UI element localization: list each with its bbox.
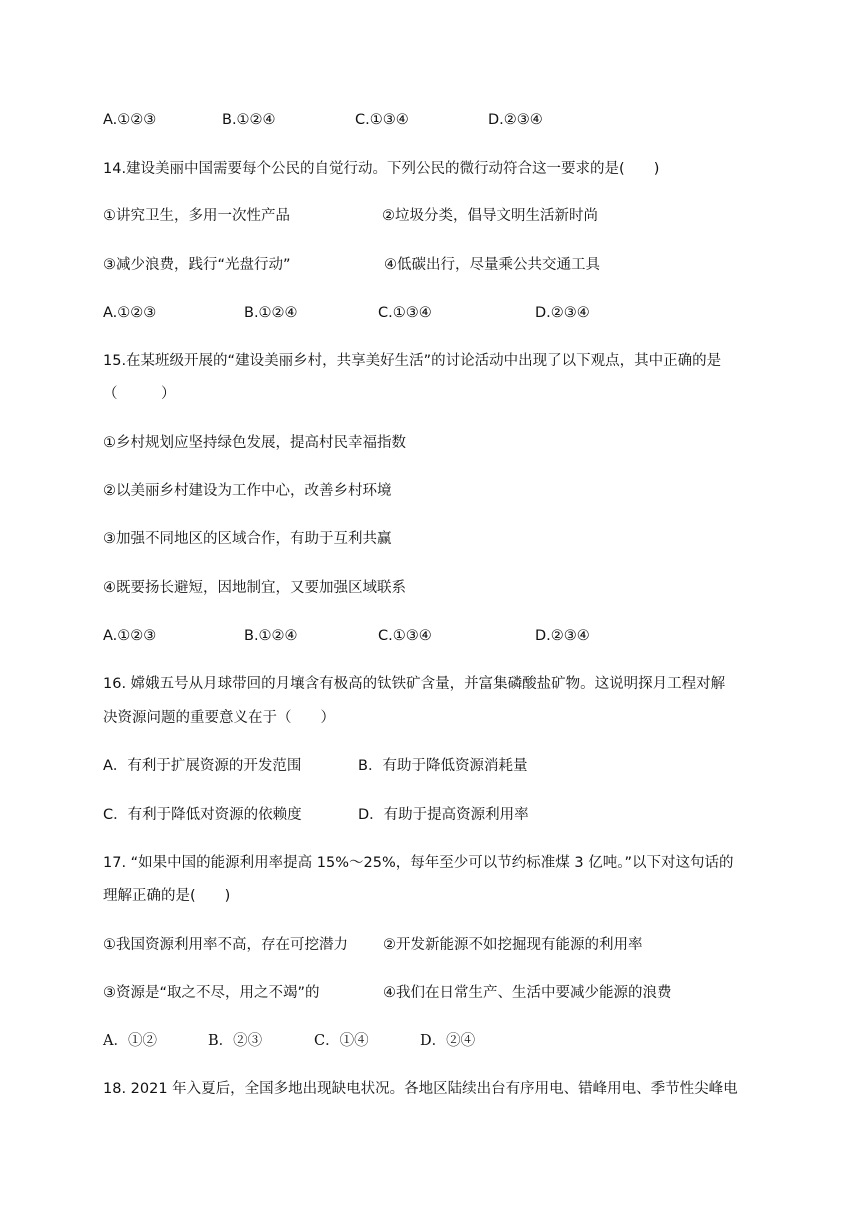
q16-stem-line2: 决资源问题的重要意义在于（ ） <box>103 710 335 726</box>
q16-stem-line1: 16. 嫦娥五号从月球带回的月壤含有极高的钛铁矿含量，并富集磷酸盐矿物。这说明探月工程对解 <box>103 676 726 692</box>
q13-option-d: D.②③④ <box>488 112 543 128</box>
q15-option-c: C.①③④ <box>378 628 432 644</box>
q18-stem-line1: 18. 2021 年入夏后，全国多地出现缺电状况。各地区陆续出台有序用电、错峰用电、季节性尖峰电 <box>103 1081 738 1097</box>
q17-statement-2: ②开发新能源不如挖掘现有能源的利用率 <box>383 937 643 953</box>
q17-statement-3: ③资源是“取之不尽，用之不竭”的 <box>103 985 320 1001</box>
q14-option-a: A.①②③ <box>103 305 157 321</box>
q17-option-b: B．②③ <box>208 1033 263 1049</box>
q14-statement-4: ④低碳出行，尽量乘公共交通工具 <box>384 257 600 273</box>
q13-option-b: B.①②④ <box>222 112 276 128</box>
q15-statement-1: ①乡村规划应坚持绿色发展，提高村民幸福指数 <box>103 435 406 451</box>
q14-statement-2: ②垃圾分类，倡导文明生活新时尚 <box>382 208 598 224</box>
q16-option-d: D．有助于提高资源利用率 <box>358 807 529 823</box>
q13-option-c: C.①③④ <box>355 112 409 128</box>
q15-statement-3: ③加强不同地区的区域合作，有助于互利共赢 <box>103 531 392 547</box>
q14-statement-3: ③减少浪费，践行“光盘行动” <box>103 257 291 273</box>
q15-stem-line2: （ ） <box>103 386 176 402</box>
q15-option-d: D.②③④ <box>535 628 590 644</box>
q15-option-a: A.①②③ <box>103 628 157 644</box>
q17-option-d: D．②④ <box>420 1033 476 1049</box>
q15-statement-2: ②以美丽乡村建设为工作中心，改善乡村环境 <box>103 483 392 499</box>
q17-statement-1: ①我国资源利用率不高，存在可挖潜力 <box>103 937 348 953</box>
q15-option-b: B.①②④ <box>244 628 298 644</box>
q17-stem-line2: 理解正确的是( ) <box>103 888 231 904</box>
q14-option-b: B.①②④ <box>244 305 298 321</box>
q17-stem-line1: 17. “如果中国的能源利用率提高 15%～25%，每年至少可以节约标准煤 3 亿吨。”以下对这句话的 <box>103 855 734 871</box>
q15-stem-line1: 15.在某班级开展的“建设美丽乡村，共享美好生活”的讨论活动中出现了以下观点，其中正确的是 <box>103 353 722 369</box>
q16-option-a: A．有利于扩展资源的开发范围 <box>103 758 302 774</box>
q14-statement-1: ①讲究卫生，多用一次性产品 <box>103 208 290 224</box>
q17-option-c: C．①④ <box>314 1033 369 1049</box>
q17-statement-4: ④我们在日常生产、生活中要减少能源的浪费 <box>383 985 672 1001</box>
q14-option-d: D.②③④ <box>535 305 590 321</box>
q13-option-a: A.①②③ <box>103 112 157 128</box>
q17-option-a: A．①② <box>103 1033 157 1049</box>
q16-option-c: C．有利于降低对资源的依赖度 <box>103 807 302 823</box>
q16-option-b: B．有助于降低资源消耗量 <box>358 758 528 774</box>
q14-option-c: C.①③④ <box>378 305 432 321</box>
q14-stem: 14.建设美丽中国需要每个公民的自觉行动。下列公民的微行动符合这一要求的是( ) <box>103 161 660 177</box>
q15-statement-4: ④既要扬长避短，因地制宜，又要加强区域联系 <box>103 580 406 596</box>
